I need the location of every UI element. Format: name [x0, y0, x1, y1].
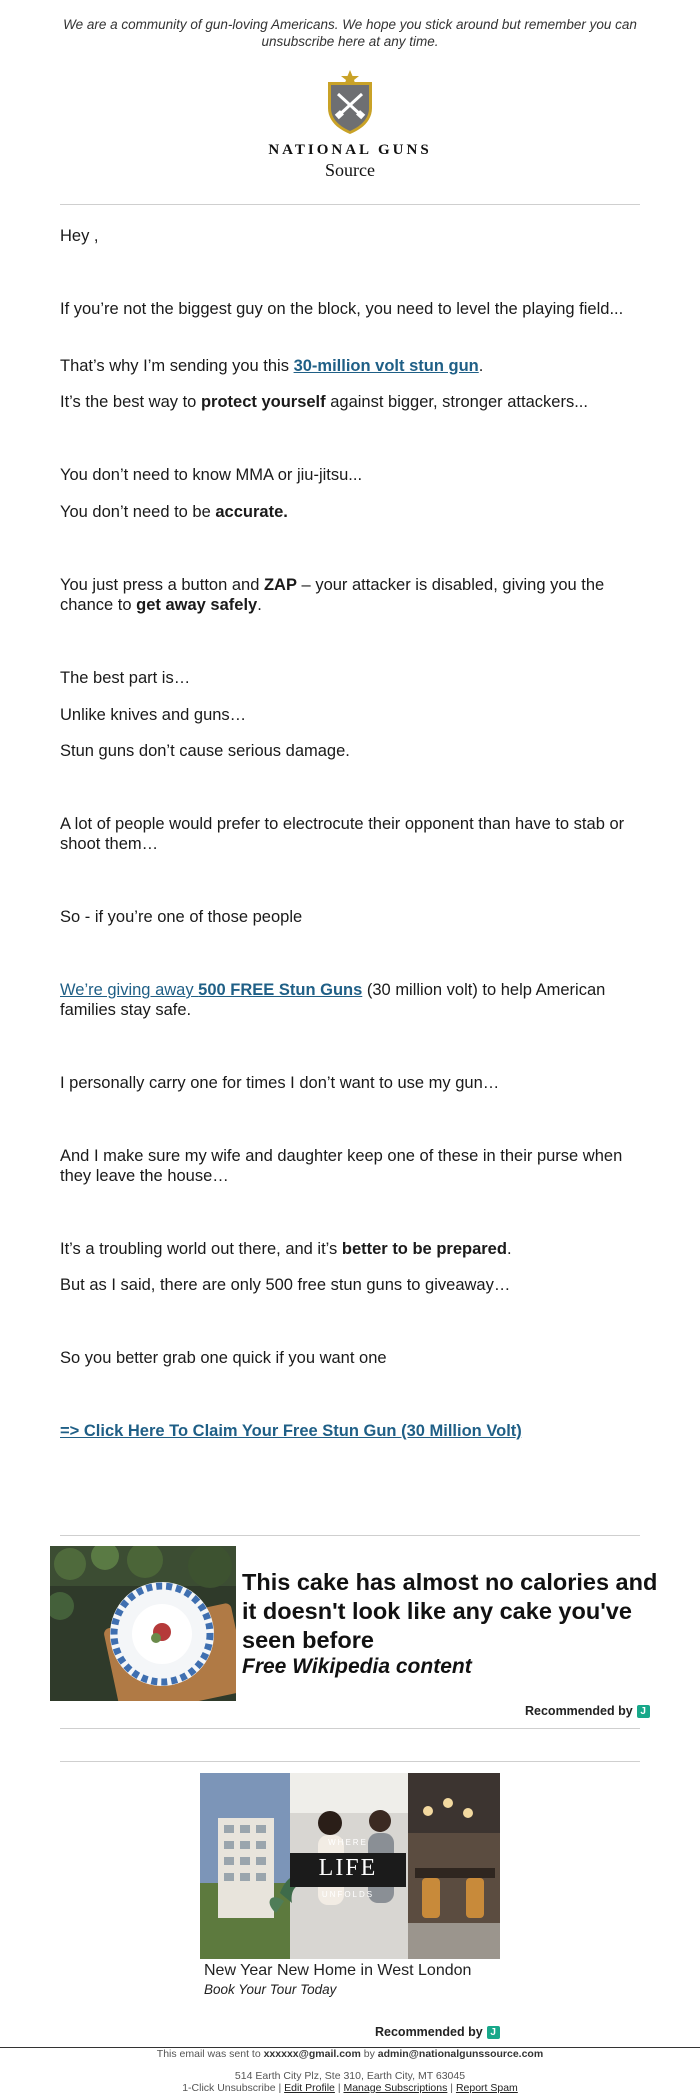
footer-sep: | — [447, 2082, 456, 2094]
home-ad-image[interactable] — [200, 1773, 500, 1959]
footer-sep: | — [334, 2082, 344, 2094]
paragraph-5-bold: accurate. — [215, 503, 288, 521]
paragraph-13: I personally carry one for times I don’t want to use my gun… — [60, 1074, 500, 1092]
paragraph-10: A lot of people would prefer to electrocute their opponent than have to stab or shoot them… — [60, 815, 625, 853]
unsubscribe-link[interactable]: 1-Click Unsubscribe — [182, 2082, 276, 2094]
giveaway-link-bold[interactable]: 500 FREE Stun Guns — [198, 981, 363, 999]
footer-sent-mid: by — [360, 2048, 378, 2060]
paragraph-8: Unlike knives and guns… — [60, 706, 247, 724]
paragraph-5-text: You don’t need to be — [60, 503, 216, 521]
greeting: Hey , — [60, 227, 99, 245]
paragraph-2 — [60, 356, 642, 376]
recipient-email: xxxxxx@gmail.com — [263, 2048, 361, 2060]
home-ad-overlay-top: WHERE — [328, 1838, 368, 1847]
cake-ad-source[interactable]: Free Wikipedia content — [242, 1655, 472, 1678]
paragraph-2-end: . — [478, 357, 484, 375]
paragraph-3 — [60, 392, 642, 412]
paragraph-7: The best part is… — [60, 669, 191, 687]
unsubscribe-note[interactable]: We are a community of gun-loving Americans. We hope you stick around but remember you can unsubscribe here at any time. — [63, 17, 637, 49]
footer-sent-prefix: This email was sent to — [156, 2048, 264, 2060]
paragraph-15 — [60, 1239, 642, 1259]
paragraph-15-text: It’s a troubling world out there, and it’s — [60, 1240, 342, 1258]
paragraph-12 — [60, 980, 642, 1020]
giveaway-link-text[interactable]: We’re giving away — [60, 981, 199, 999]
paragraph-6-end: . — [257, 596, 262, 614]
stun-gun-link-text[interactable]: 30-million volt stun gun — [293, 357, 479, 375]
footer-sent-info — [0, 2048, 700, 2060]
recommended-label: Recommended by — [375, 2025, 483, 2039]
report-spam-link[interactable]: Report Spam — [455, 2082, 518, 2094]
stun-gun-link[interactable] — [294, 357, 479, 375]
divider — [60, 1761, 640, 1762]
footer-links — [0, 2082, 700, 2094]
sender-email[interactable]: admin@nationalgunssource.com — [377, 2048, 544, 2060]
paragraph-12-end: (30 million volt) to help American families stay safe. — [60, 981, 606, 1019]
paragraph-5 — [60, 502, 642, 522]
shield-crest-icon — [320, 68, 380, 136]
footer-address: 514 Earth City Plz, Ste 310, Earth City, MT 63045 — [234, 2070, 466, 2082]
paragraph-3-end: against bigger, stronger attackers... — [325, 393, 588, 411]
paragraph-1: If you’re not the biggest guy on the block, you need to level the playing field... — [60, 300, 624, 318]
recommender-logo-icon: J — [487, 2026, 500, 2039]
paragraph-6-text-b: – your attacker is disabled, giving you the chance to — [60, 576, 605, 614]
paragraph-3-bold: protect yourself — [200, 393, 326, 411]
paragraph-17: So you better grab one quick if you want one — [60, 1349, 387, 1367]
cta-paragraph — [60, 1421, 642, 1441]
recommender-logo-icon: J — [637, 1705, 650, 1718]
paragraph-9: Stun guns don’t cause serious damage. — [60, 742, 350, 760]
home-ad-title[interactable]: New Year New Home in West London — [204, 1962, 472, 1979]
brand-logo — [0, 68, 700, 141]
paragraph-6-bold-2: get away safely — [136, 596, 258, 614]
footer-sep: | — [275, 2082, 285, 2094]
paragraph-6 — [60, 575, 642, 615]
home-ad-overlay-main: LIFE — [318, 1855, 378, 1881]
paragraph-6-bold-1: ZAP — [263, 576, 297, 594]
paragraph-6-text-a: You just press a button and — [60, 576, 264, 594]
home-ad-overlay-bottom: UNFOLDS — [321, 1890, 375, 1899]
divider — [60, 1535, 640, 1536]
paragraph-15-bold: better to be prepared — [341, 1240, 507, 1258]
divider — [60, 1728, 640, 1729]
paragraph-15-end: . — [506, 1240, 512, 1258]
paragraph-16: But as I said, there are only 500 free stun guns to giveaway… — [60, 1276, 511, 1294]
cake-ad-title[interactable]: This cake has almost no calories and it doesn't look like any cake you've seen before — [242, 1569, 658, 1653]
paragraph-11: So - if you’re one of those people — [60, 908, 303, 926]
paragraph-14: And I make sure my wife and daughter keep one of these in their purse when they leave the house… — [60, 1147, 623, 1185]
brand-name: NATIONAL GUNS — [268, 142, 432, 158]
cake-ad-image[interactable] — [50, 1546, 236, 1701]
divider — [60, 204, 640, 205]
recommended-by-1[interactable] — [525, 1704, 650, 1718]
giveaway-link[interactable] — [60, 981, 362, 999]
brand-subname: Source — [325, 160, 375, 180]
home-ad-subtitle[interactable]: Book Your Tour Today — [204, 1982, 337, 1997]
recommended-by-2[interactable] — [375, 2025, 500, 2039]
claim-stun-gun-link[interactable]: => Click Here To Claim Your Free Stun Gun (30 Million Volt) — [60, 1422, 522, 1440]
paragraph-4: You don’t need to know MMA or jiu-jitsu... — [60, 466, 363, 484]
paragraph-2-text: That’s why I’m sending you this — [60, 357, 294, 375]
edit-profile-link[interactable]: Edit Profile — [284, 2082, 335, 2094]
manage-subscriptions-link[interactable]: Manage Subscriptions — [343, 2082, 448, 2094]
paragraph-3-text: It’s the best way to — [60, 393, 201, 411]
recommended-label: Recommended by — [525, 1704, 633, 1718]
